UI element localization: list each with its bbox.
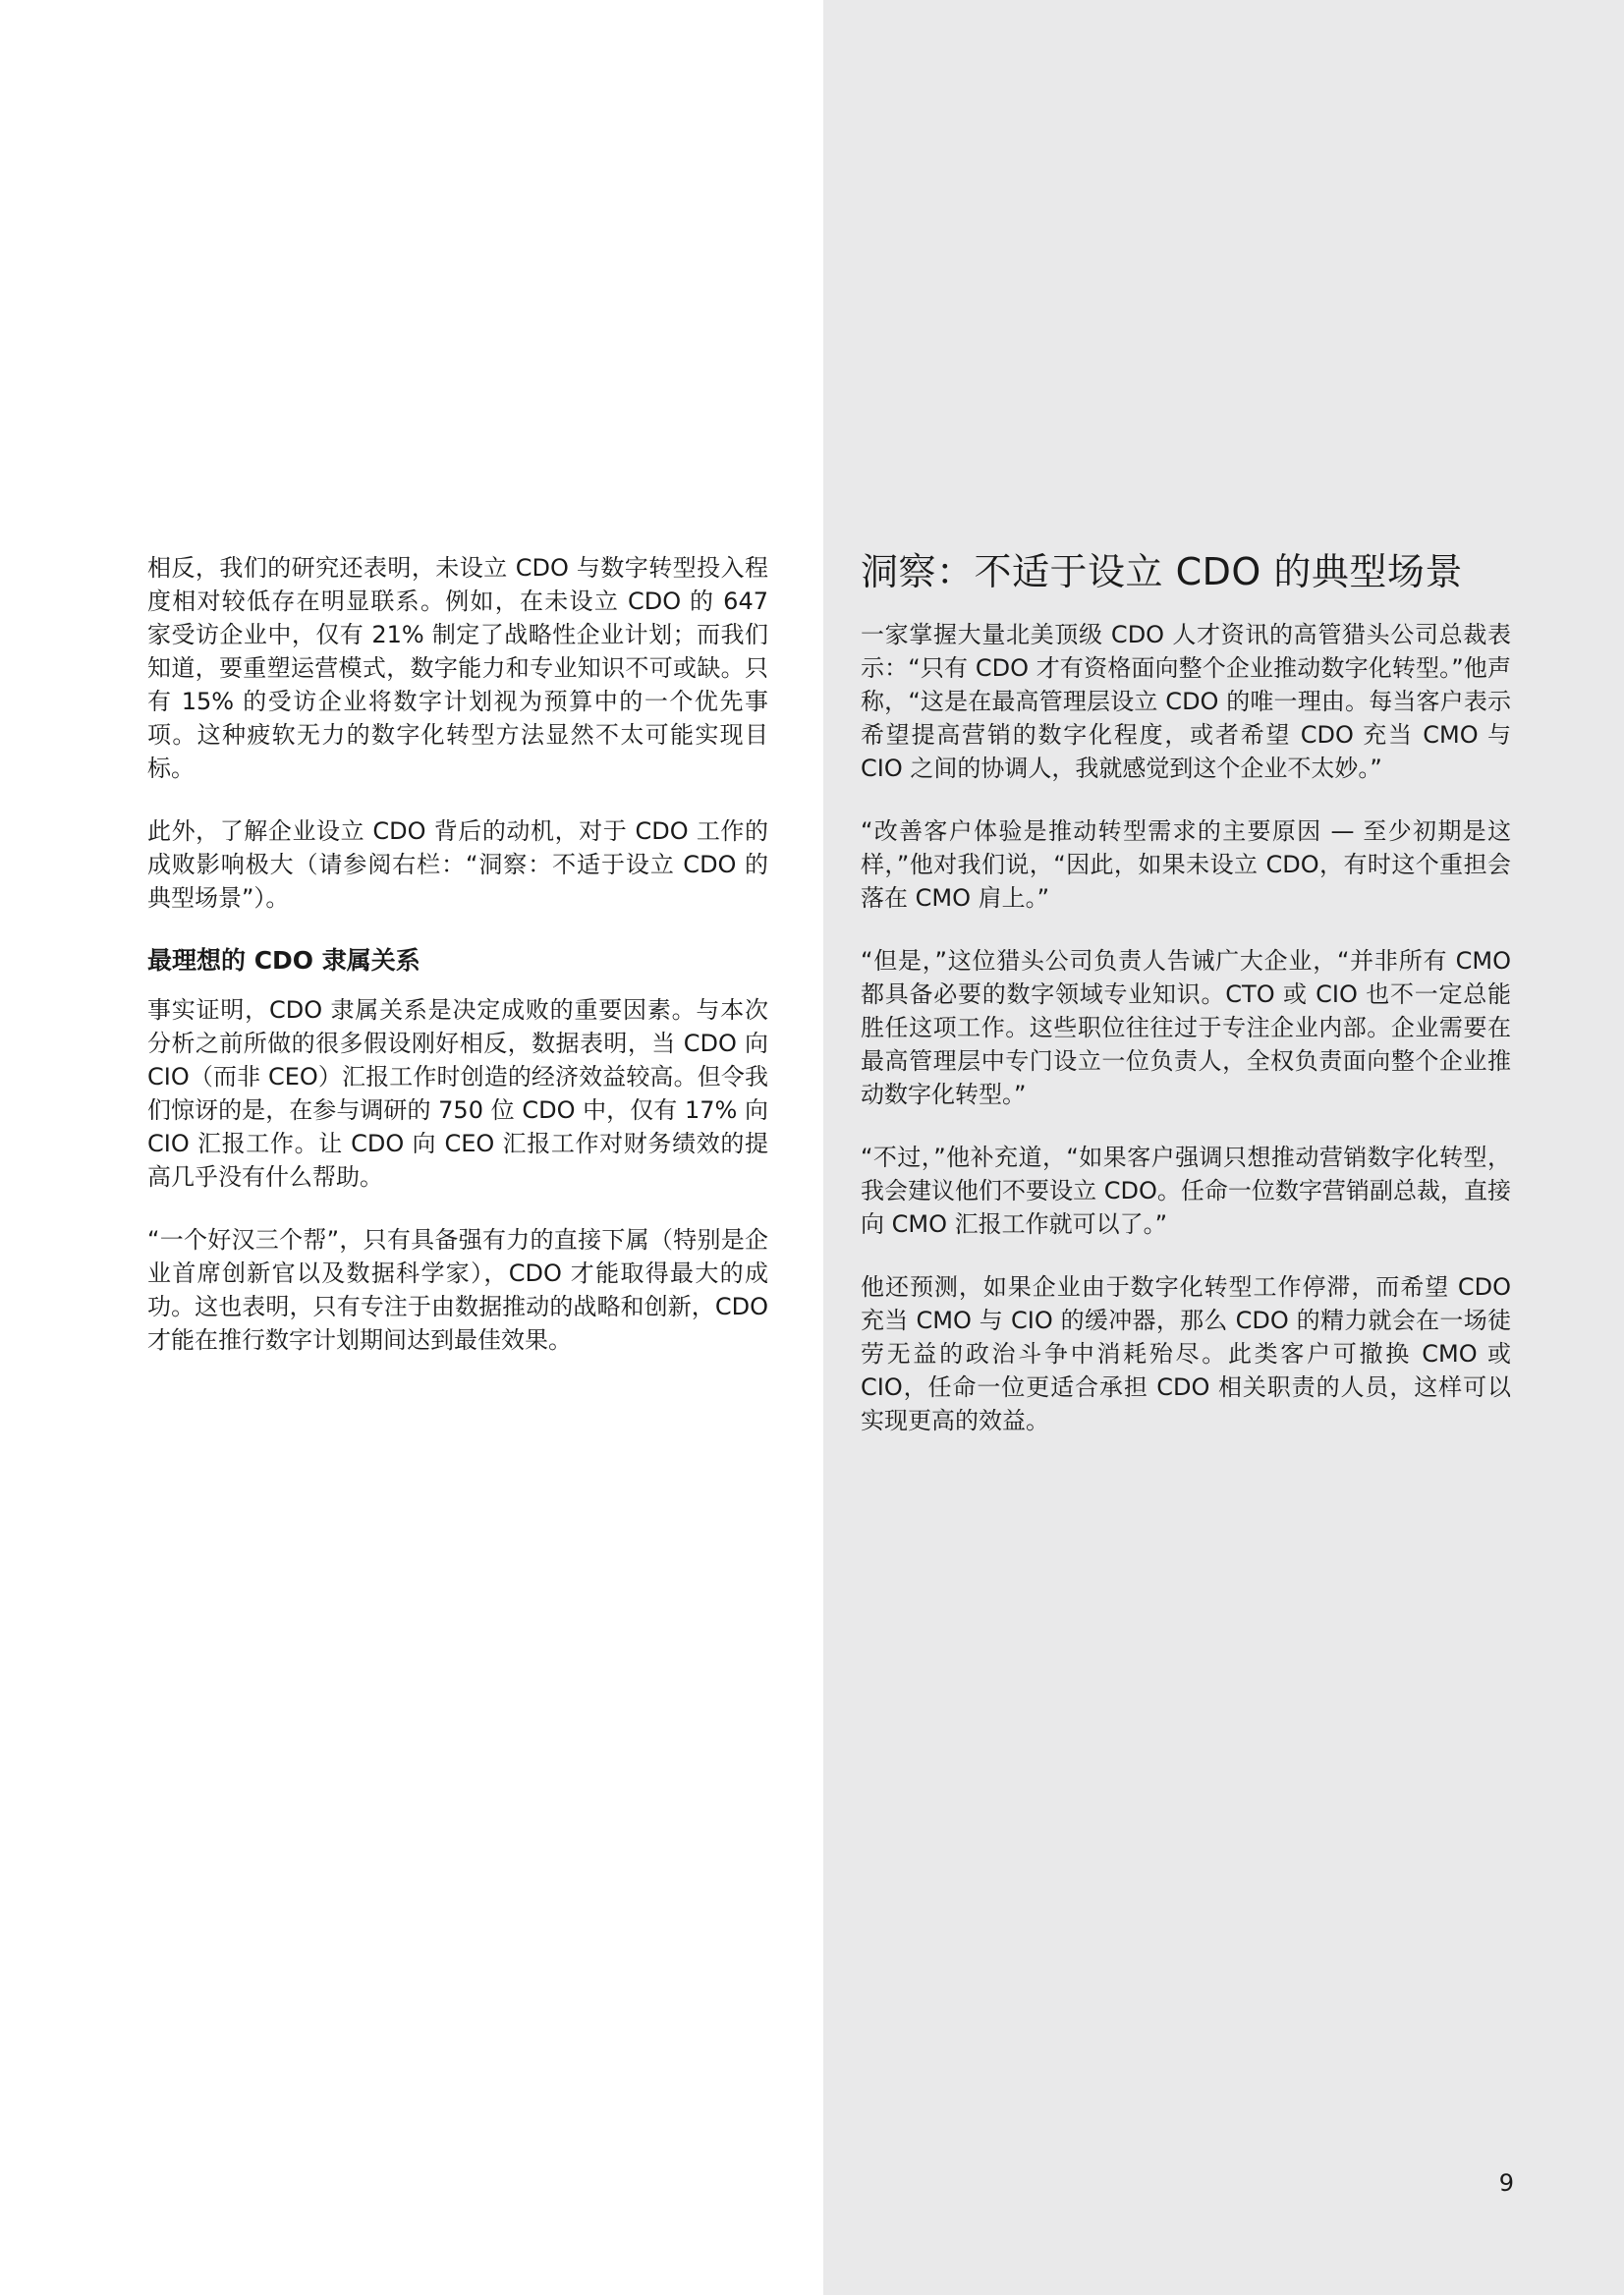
page-number: 9 xyxy=(1498,2169,1514,2197)
sidebar-title: 洞察：不适于设立 CDO 的典型场景 xyxy=(861,550,1463,593)
sidebar-paragraph: “不过，”他补充道，“如果客户强调只想推动营销数字化转型，我会建议他们不要设立 CDO。任命一位数字营销副总裁，直接向 CMO 汇报工作就可以了。” xyxy=(861,1144,1511,1238)
main-column xyxy=(147,551,768,1386)
body-paragraph: 事实证明，CDO 隶属关系是决定成败的重要因素。与本次分析之前所做的很多假设刚好相反，数据表明，当 CDO 向 CIO（而非 CEO）汇报工作时创造的经济效益较高。但令我们惊讶的是，在参与调研的 750 位 CDO 中，仅有 17% 向 CIO 汇报工作。让 CDO 向 CEO 汇报工作对财务绩效的提高几乎没有什么帮助。 xyxy=(147,996,768,1191)
sidebar-column xyxy=(861,545,1511,1467)
sidebar-paragraph: 他还预测，如果企业由于数字化转型工作停滞，而希望 CDO 充当 CMO 与 CIO 的缓冲器，那么 CDO 的精力就会在一场徒劳无益的政治斗争中消耗殆尽。此类客户可撤换 CMO 或 CIO，任命一位更适合承担 CDO 相关职责的人员，这样可以实现更高的效益。 xyxy=(861,1273,1511,1434)
body-paragraph: 相反，我们的研究还表明，未设立 CDO 与数字转型投入程度相对较低存在明显联系。例如，在未设立 CDO 的 647 家受访企业中，仅有 21% 制定了战略性企业计划；而我们知道，要重塑运营模式，数字能力和专业知识不可或缺。只有 15% 的受访企业将数字计划视为预算中的一个优先事项。这种疲软无力的数字化转型方法显然不太可能实现目标。 xyxy=(147,554,768,782)
sidebar-paragraph: “但是，”这位猎头公司负责人告诫广大企业，“并非所有 CMO 都具备必要的数字领域专业知识。CTO 或 CIO 也不一定总能胜任这项工作。这些职位往往过于专注企业内部。企业需要在最高管理层中专门设立一位负责人，全权负责面向整个企业推动数字化转型。” xyxy=(861,947,1511,1108)
section-heading: 最理想的 CDO 隶属关系 xyxy=(147,946,420,975)
sidebar-paragraph: 一家掌握大量北美顶级 CDO 人才资讯的高管猎头公司总裁表示：“只有 CDO 才有资格面向整个企业推动数字化转型。”他声称，“这是在最高管理层设立 CDO 的唯一理由。每当客户表示希望提高营销的数字化程度，或者希望 CDO 充当 CMO 与 CIO 之间的协调人，我就感觉到这个企业不太妙。” xyxy=(861,621,1511,782)
sidebar-paragraph: “改善客户体验是推动转型需求的主要原因 — 至少初期是这样，”他对我们说，“因此，如果未设立 CDO，有时这个重担会落在 CMO 肩上。” xyxy=(861,817,1511,912)
body-paragraph: 此外，了解企业设立 CDO 背后的动机，对于 CDO 工作的成败影响极大（请参阅右栏：“洞察：不适于设立 CDO 的典型场景”）。 xyxy=(147,817,768,912)
body-paragraph: “一个好汉三个帮”，只有具备强有力的直接下属（特别是企业首席创新官以及数据科学家），CDO 才能取得最大的成功。这也表明，只有专注于由数据推动的战略和创新，CDO 才能在推行数字计划期间达到最佳效果。 xyxy=(147,1226,768,1354)
